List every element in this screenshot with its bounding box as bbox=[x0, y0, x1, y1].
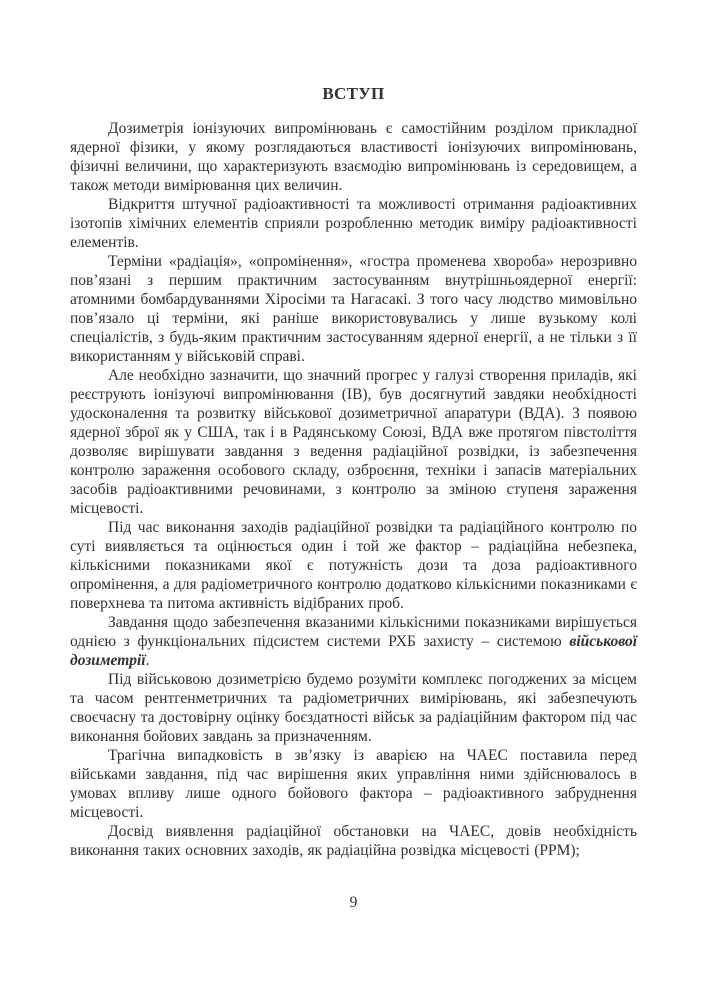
paragraph-8 bbox=[70, 746, 637, 822]
paragraph-5-text: Під час виконання заходів радіаційної розвідки та радіаційного контролю по суті виявляється та оцінюється один і той же фактор – радіаційна небезпека, кількісними показниками якої є потужність дози та доза радіоактивного опромінення, а для радіометричного контролю додатково кількісними показниками є поверхнева та питома активність відібраних проб. bbox=[70, 519, 637, 612]
page-number: 9 bbox=[349, 894, 358, 911]
paragraph-9 bbox=[70, 822, 637, 860]
paragraph-6 bbox=[70, 613, 637, 670]
paragraph-1-text: Дозиметрія іонізуючих випромінювань є самостійним розділом прикладної ядерної фізики, у якому розглядаються властивості іонізуючих випромінювань, фізичні величини, що характеризують взаємодію випромінювань із середовищем, а також методи вимірювання цих величин. bbox=[70, 120, 637, 194]
paragraph-8-text: Трагічна випадковість в зв’язку із аварією на ЧАЕС поставила перед військами завдання, під час вирішення яких управління ними здійснювалось в умовах впливу лише одного бойового фактора – радіоактивного забруднення місцевості. bbox=[70, 747, 637, 821]
emphasized-term-military-dosimetry: військової дозиметрії bbox=[70, 633, 637, 669]
paragraph-7-text: Під військовою дозиметрією будемо розуміти комплекс погоджених за місцем та часом рентгенметричних та радіометричних виміріювань, які забезпечують своєчасну та достовірну оцінку боєздатності військ за радіаційним фактором під час виконання бойових завдань за призначенням. bbox=[70, 671, 637, 745]
paragraph-7 bbox=[70, 670, 637, 746]
paragraph-3 bbox=[70, 252, 637, 366]
paragraph-5 bbox=[70, 518, 637, 613]
paragraph-6-text-post: . bbox=[145, 652, 150, 669]
paragraph-1 bbox=[70, 119, 637, 195]
page-title: ВСТУП bbox=[322, 84, 385, 103]
text-block bbox=[70, 84, 637, 860]
paragraph-2 bbox=[70, 195, 637, 252]
paragraph-4-text: Але необхідно зазначити, що значний прогрес у галузі створення приладів, які реєструють іонізуючі випромінювання (ІВ), був досягнутий завдяки необхідності удосконалення та розвитку військової дозиметричної апаратури (ВДА). З появою ядерної зброї як у США, так і в Радянському Союзі, ВДА вже протягом півстоліття дозволяє вирішувати завдання з ведення радіаційної розвідки, із забезпечення контролю зараження особового складу, озброєння, техніки і запасів матеріальних засобів радіоактивними речовинами, з контролю за зміною ступеня зараження місцевості. bbox=[70, 367, 637, 517]
paragraph-4 bbox=[70, 366, 637, 518]
paragraph-3-text: Терміни «радіація», «опромінення», «гостра променева хвороба» нерозривно пов’язані з першим практичним застосуванням внутрішньоядерної енергії: атомними бомбардуваннями Хіросіми та Нагасакі. З того часу людство мимовільно пов’язало ці терміни, які раніше використовувались у лише вузькому колі спеціалістів, з будь-яким практичним застосуванням ядерної енергії, а не тільки з її використанням у військовій справі. bbox=[70, 253, 637, 365]
paragraph-9-text: Досвід виявлення радіаційної обстановки на ЧАЕС, довів необхідність виконання таких основних заходів, як радіаційна розвідка місцевості (РРМ); bbox=[70, 823, 637, 859]
paragraph-6-text-pre: Завдання щодо забезпечення вказаними кількісними показниками вирішується однією з функціональних підсистем системи РХБ захисту – системою bbox=[70, 614, 637, 650]
paragraph-2-text: Відкриття штучної радіоактивності та можливості отримання радіоактивних ізотопів хімічних елементів сприяли розробленню методик виміру радіоактивності елементів. bbox=[70, 196, 637, 251]
